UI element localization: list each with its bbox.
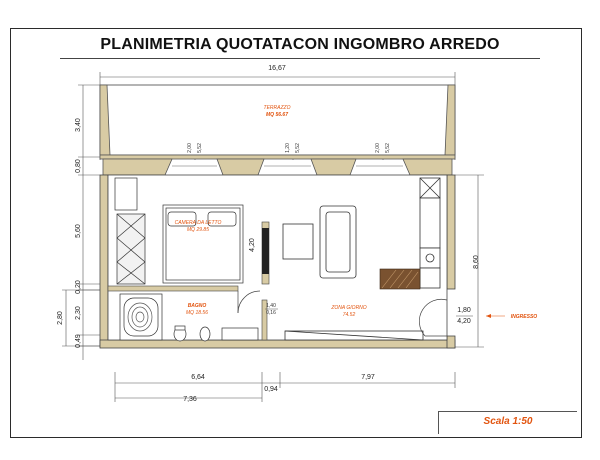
dim-bottom-094: 0,94	[264, 386, 278, 393]
terrace-area-label: MQ 56.67	[266, 112, 288, 118]
kitchen-island	[380, 269, 420, 289]
terrace-name: TERRAZZO	[263, 105, 291, 111]
dim-left-049: 0,49	[75, 334, 82, 348]
dim-right-860: 8,60	[473, 255, 480, 269]
bathroom-area-label: MQ 18.56	[186, 310, 208, 316]
entrance-arrow-icon	[486, 314, 491, 318]
entrance-label: INGRESSO	[510, 314, 538, 320]
dim-window1-b: 5,52	[197, 143, 203, 153]
dim-top-total: 16,67	[268, 65, 286, 72]
dim-bed-wall-420: 4,20	[249, 238, 256, 252]
dim-right-420: 4,20	[457, 318, 471, 325]
dim-window1-a: 2,00	[187, 143, 193, 153]
dim-bottom-664: 6,64	[191, 374, 205, 381]
dim-door-a: 1,40	[266, 303, 276, 309]
bedroom-name: CAMERA DA LETTO	[174, 220, 222, 226]
dim-left-080: 0,80	[75, 159, 82, 173]
dim-left-560: 5,60	[75, 224, 82, 238]
dim-left-230: 2,30	[75, 306, 82, 320]
dim-window3-b: 5,52	[385, 143, 391, 153]
page-title: PLANIMETRIA QUOTATACON INGOMBRO ARREDO	[100, 36, 500, 53]
dim-door-b: 0,16	[266, 310, 276, 316]
bedroom-area-label: MQ 29.85	[187, 227, 209, 233]
dim-window3-a: 2,00	[375, 143, 381, 153]
bathroom-name: BAGNO	[187, 303, 207, 309]
living-area-label: 74.52	[342, 312, 356, 318]
dim-window2-a: 1,20	[285, 143, 291, 153]
dim-left-340: 3,40	[75, 118, 82, 132]
dim-left-280: 2,80	[57, 311, 64, 325]
terrace-area	[100, 85, 455, 155]
dim-left-020: 0,20	[75, 280, 82, 294]
scale-label: Scala 1:50	[483, 416, 533, 427]
tv-unit	[262, 228, 269, 274]
dim-window2-b: 5,52	[295, 143, 301, 153]
dim-bottom-736: 7,36	[183, 396, 197, 403]
dim-bottom-797: 7,97	[361, 374, 375, 381]
living-name: ZONA GIORNO	[331, 305, 367, 311]
scale-box	[438, 411, 577, 434]
dim-right-180: 1,80	[457, 307, 471, 314]
